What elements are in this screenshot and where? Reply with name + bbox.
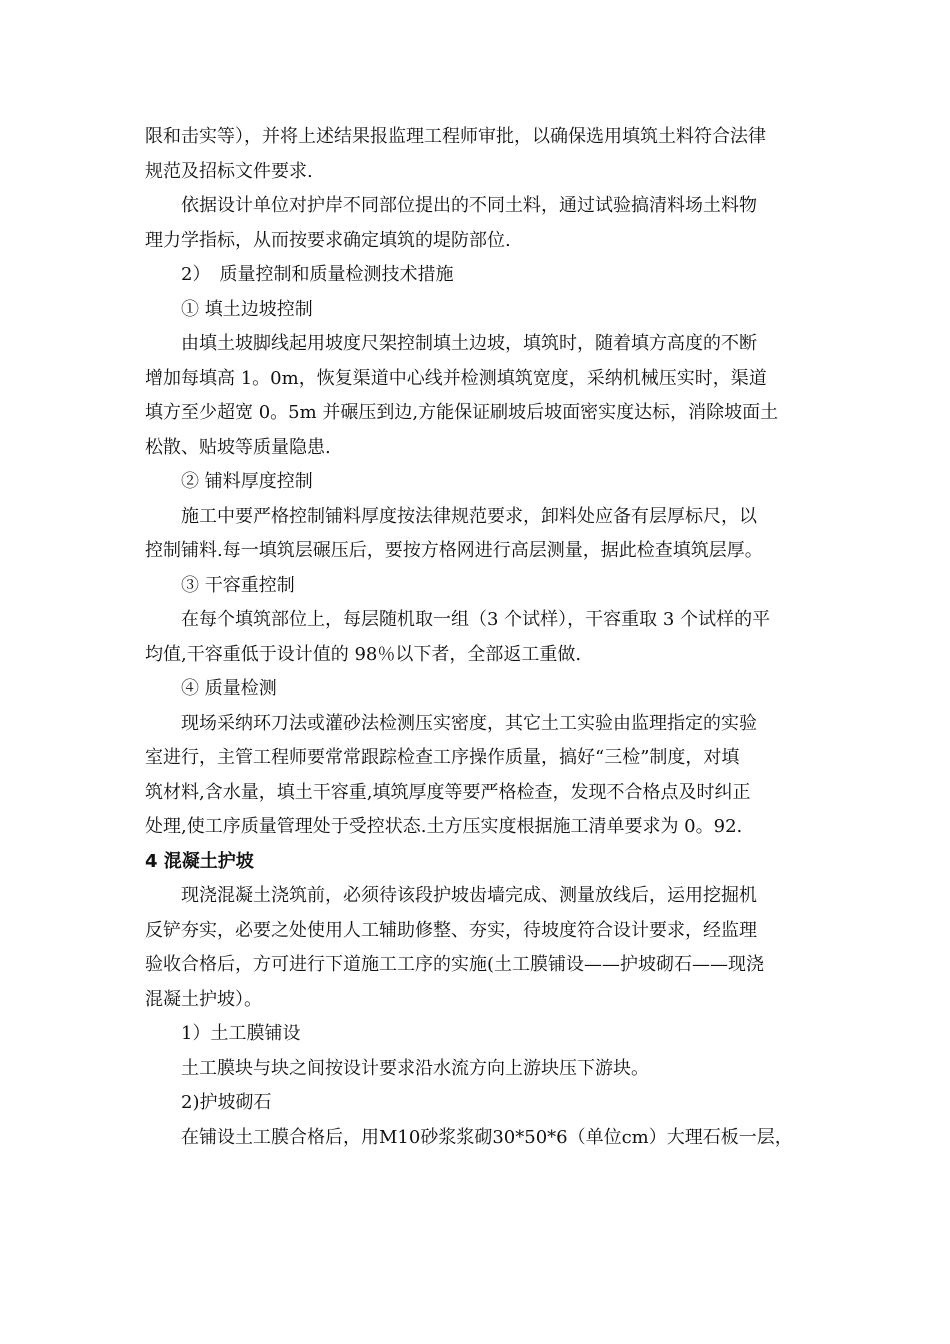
item-heading: ② 铺料厚度控制 xyxy=(181,471,313,492)
paragraph-start: 由填土坡脚线起用坡度尺架控制填土边坡，填筑时，随着填方高度的不断 xyxy=(181,333,757,354)
paragraph-start: 在每个填筑部位上，每层随机取一组（3 个试样），干容重取 3 个试样的平 xyxy=(181,609,771,630)
text-line: 理力学指标，从而按要求确定填筑的堤防部位. xyxy=(145,229,511,251)
text-line: 混凝土护坡）。 xyxy=(145,988,262,1010)
paragraph-start: 依据设计单位对护岸不同部位提出的不同土料，通过试验搞清料场土料物 xyxy=(181,195,757,216)
section-subheading: 2） 质量控制和质量检测技术措施 xyxy=(181,264,454,285)
item-heading: 1）土工膜铺设 xyxy=(181,1023,301,1044)
text-line: 增加每填高 1。0m，恢复渠道中心线并检测填筑宽度，采纳机械压实时，渠道 xyxy=(145,367,767,389)
text-line: 均值,干容重低于设计值的 98％以下者，全部返工重做. xyxy=(145,643,582,665)
item-heading: ④ 质量检测 xyxy=(181,678,277,699)
text-line: 筑材料,含水量，填土干容重,填筑厚度等要严格检查，发现不合格点及时纠正 xyxy=(145,781,751,803)
paragraph-start: 施工中要严格控制铺料厚度按法律规范要求，卸料处应备有层厚标尺，以 xyxy=(181,505,757,527)
section-heading: 4 混凝土护坡 xyxy=(145,850,254,872)
text-line: 处理,使工序质量管理处于受控状态.土方压实度根据施工清单要求为 0。92. xyxy=(145,816,743,837)
item-heading: 2)护坡砌石 xyxy=(181,1092,272,1113)
text-line: 规范及招标文件要求. xyxy=(145,160,313,182)
text-line: 室进行，主管工程师要常常跟踪检查工序操作质量，搞好“三检”制度，对填 xyxy=(145,747,740,768)
text-line: 控制铺料.每一填筑层碾压后，要按方格网进行高层测量，据此检查填筑层厚。 xyxy=(145,540,763,561)
paragraph-start: 现浇混凝土浇筑前，必须待该段护坡齿墙完成、测量放线后，运用挖掘机 xyxy=(181,885,757,906)
text-line: 填方至少超宽 0。5m 并碾压到边,方能保证刷坡后坡面密实度达标，消除坡面土 xyxy=(145,402,779,423)
text-line: 验收合格后，方可进行下道施工工序的实施(土工膜铺设——护坡砌石——现浇 xyxy=(145,954,765,975)
text-line: 限和击实等），并将上述结果报监理工程师审批，以确保选用填筑土料符合法律 xyxy=(145,126,766,147)
text-line: 松散、贴坡等质量隐患. xyxy=(145,436,331,458)
paragraph-start: 土工膜块与块之间按设计要求沿水流方向上游块压下游块。 xyxy=(181,1057,649,1079)
item-heading: ③ 干容重控制 xyxy=(181,574,295,596)
paragraph-start: 现场采纳环刀法或灌砂法检测压实密度，其它土工实验由监理指定的实验 xyxy=(181,712,757,734)
paragraph-start: 在铺设土工膜合格后，用M10砂浆浆砌30*50*6（单位cm）大理石板一层， xyxy=(181,1126,793,1148)
document-page xyxy=(145,120,810,1155)
text-line: 反铲夯实，必要之处使用人工辅助修整、夯实，待坡度符合设计要求，经监理 xyxy=(145,919,757,941)
item-heading: ① 填土边坡控制 xyxy=(181,298,313,320)
